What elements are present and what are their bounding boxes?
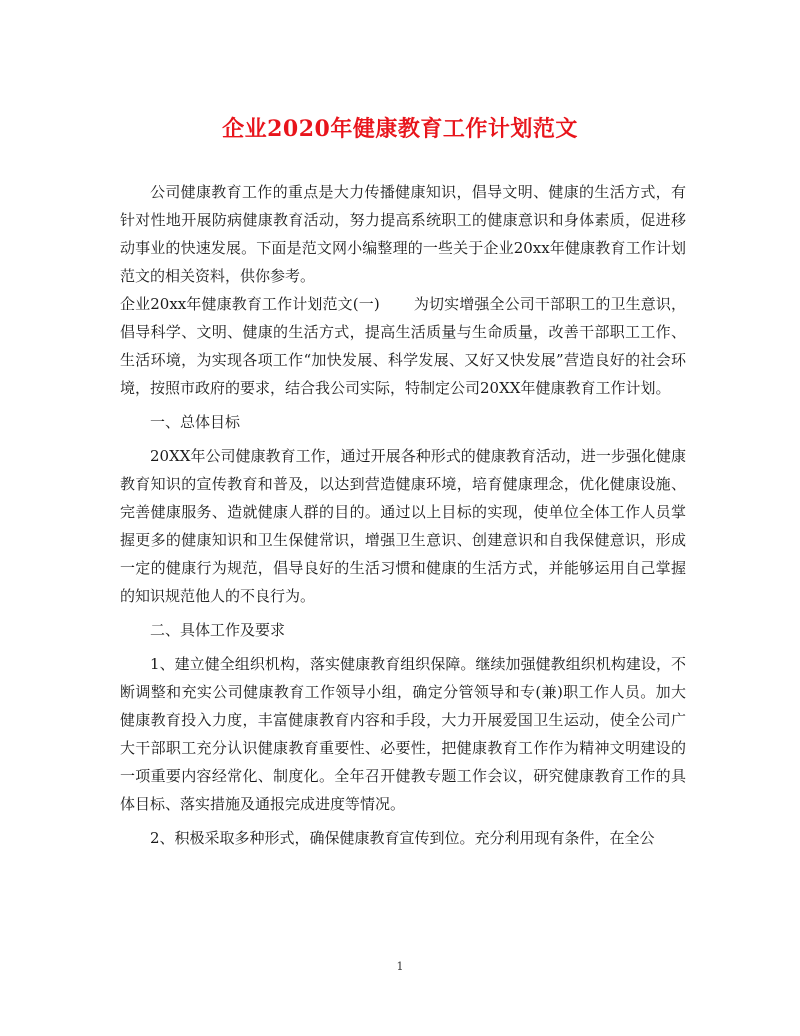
document-body <box>120 178 686 852</box>
heading-overall-goal: 一、总体目标 <box>150 413 241 431</box>
item-1-paragraph: 1、建立健全组织机构，落实健康教育组织保障。继续加强健教组织机构建设，不断调整和充实公司健康教育工作领导小组，确定分管领导和专(兼)职工作人员。加大健康教育投入力度，丰富健康教育内容和手段，大力开展爱国卫生运动，使全公司广大干部职工充分认识健康教育重要性、必要性，把健康教育工作作为精神文明建设的一项重要内容经常化、制度化。全年召开健教专题工作会议，研究健康教育工作的具体目标、落实措施及通报完成进度等情况。 <box>120 655 686 813</box>
item-2-paragraph: 2、积极采取多种形式，确保健康教育宣传到位。充分利用现有条件，在全公 <box>150 829 655 847</box>
intro-paragraph: 公司健康教育工作的重点是大力传播健康知识，倡导文明、健康的生活方式，有针对性地开展防病健康教育活动，努力提高系统职工的健康意识和身体素质，促进移动事业的快速发展。下面是范文网小编整理的一些关于企业20xx年健康教育工作计划范文的相关资料，供你参考。 <box>120 183 686 285</box>
page-number: 1 <box>396 960 404 973</box>
section-first-paragraph-text: 为切实增强全公司干部职工的卫生意识，倡导科学、文明、健康的生活方式，提高生活质量与生命质量，改善干部职工工作、生活环境，为实现各项工作“加快发展、科学发展、又好又快发展”营造良好的社会环境，按照市政府的要求，结合我公司实际，特制定公司20XX年健康教育工作计划。 <box>120 295 686 397</box>
document-title: 企业2020年健康教育工作计划范文 <box>222 116 578 142</box>
section-first-paragraph <box>120 290 686 402</box>
goal-paragraph: 20XX年公司健康教育工作，通过开展各种形式的健康教育活动，进一步强化健康教育知识的宣传教育和普及，以达到营造健康环境，培育健康理念，优化健康设施、完善健康服务、造就健康人群的目的。通过以上目标的实现，使单位全体工作人员掌握更多的健康知识和卫生保健常识，增强卫生意识、创建意识和自我保健意识，形成一定的健康行为规范，倡导良好的生活习惯和健康的生活方式，并能够运用自己掌握的知识规范他人的不良行为。 <box>120 447 686 605</box>
section-label: 企业20xx年健康教育工作计划范文(一) <box>120 295 380 313</box>
heading-specific-work: 二、具体工作及要求 <box>150 621 286 639</box>
